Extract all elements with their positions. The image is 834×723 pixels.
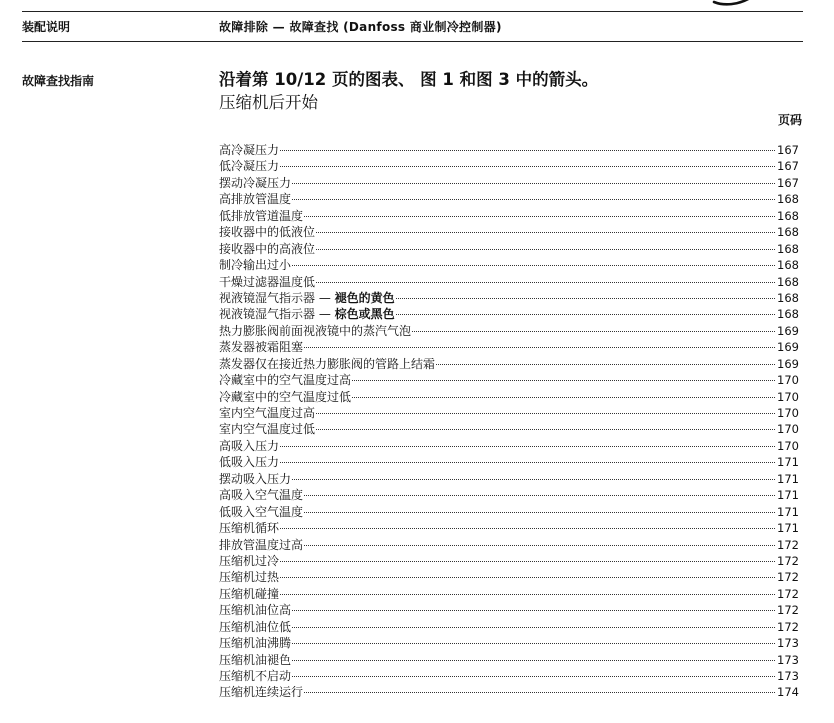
sidebar-label: 故障查找指南 [22,74,95,88]
toc-dot-leader [292,265,775,266]
toc-entry[interactable] [219,306,799,322]
toc-page-number: 168 [777,208,799,223]
toc-entry-text: 制冷输出过小 [219,258,292,273]
toc-entry[interactable] [219,454,799,470]
toc-entry-label [219,569,279,585]
toc-entry[interactable] [219,602,799,618]
page-heading [219,68,598,114]
toc-entry-label [219,323,411,339]
toc-entry[interactable] [219,142,799,158]
toc-page-number: 170 [777,406,799,420]
document-title: 故障排除 — 故障查找 (Danfoss 商业制冷控制器) [219,20,502,34]
toc-page-number: 168 [777,290,799,305]
toc-entry-label [219,306,395,322]
toc-entry-text: 低冷凝压力 [219,159,280,174]
toc-entry-label [219,684,303,700]
toc-entry-label [219,471,291,487]
toc-page-number: 167 [777,175,799,190]
toc-dot-leader [292,627,775,628]
toc-entry-label [219,339,303,355]
toc-entry-text: 热力膨胀阀前面视液镜中的蒸汽气泡 [219,323,412,338]
toc-entry[interactable] [219,471,799,487]
toc-page-number: 169 [777,340,799,355]
toc-entry-text: 蒸发器被霜阻塞 [219,340,304,355]
toc-dot-leader [280,528,775,529]
toc-dot-leader [316,413,775,414]
toc-page-number: 168 [777,274,799,289]
toc-entry-text: 摆动吸入压力 [219,471,292,486]
toc-dot-leader [280,462,775,463]
toc-entry-label [219,372,351,388]
toc-dot-leader [292,199,775,200]
toc-page-number: 167 [777,159,799,174]
toc-entry-label [219,175,291,191]
toc-dot-leader [292,660,775,661]
brand-logo-fragment [712,0,762,6]
toc-entry[interactable] [219,635,799,651]
toc-entry-text: 压缩机碰撞 [219,586,280,601]
toc-page-number: 168 [777,241,799,256]
toc-entry-text: 压缩机油位高 [219,603,292,618]
toc-entry-text: 视液镜湿气指示器 — [219,290,335,305]
toc-entry-label [219,454,279,470]
toc-page-number: 174 [777,685,799,700]
toc-entry[interactable] [219,504,799,520]
toc-entry-label [219,389,351,405]
toc-entry-label [219,668,291,684]
header-rule [22,41,803,42]
toc-page-number: 173 [777,636,799,651]
toc-page-number: 171 [777,504,799,519]
page-column-label: 页码 [777,113,802,127]
toc-entry-text: 压缩机油褪色 [219,652,292,667]
toc-page-number: 170 [777,422,799,437]
toc-entry[interactable] [219,553,799,569]
heading-line-1: 沿着第 10/12 页的图表、 图 1 和图 3 中的箭头。 [219,70,599,89]
toc-entry-text: 高吸入压力 [219,438,280,453]
toc-entry[interactable] [219,208,799,224]
toc-dot-leader [280,577,775,578]
toc-dot-leader [436,364,775,365]
toc-dot-leader [280,561,775,562]
toc-page-number: 172 [777,586,799,601]
toc-entry[interactable] [219,619,799,635]
toc-entry-text: 压缩机油沸腾 [219,636,292,651]
toc-entry-label [219,635,291,651]
toc-entry-label [219,241,315,257]
toc-page-number: 171 [777,455,799,470]
toc-dot-leader [412,331,775,332]
toc-entry[interactable] [219,274,799,290]
toc-entry-label [219,142,279,158]
toc-entry[interactable] [219,224,799,240]
toc-entry[interactable] [219,191,799,207]
toc-entry-label [219,602,291,618]
toc-dot-leader [292,610,775,611]
toc-entry-text: 低排放管道温度 [219,208,304,223]
toc-entry[interactable] [219,421,799,437]
toc-entry-label [219,208,303,224]
toc-entry-label [219,257,291,273]
toc-page-number: 170 [777,438,799,453]
toc-entry-text: 冷藏室中的空气温度过高 [219,373,352,388]
toc-dot-leader [352,397,775,398]
toc-entry-emphasis: 棕色或黑色 [334,307,395,322]
toc-page-number: 170 [777,373,799,388]
toc-entry-text: 高冷凝压力 [219,143,280,157]
toc-dot-leader [292,676,775,677]
toc-dot-leader [304,495,775,496]
toc-entry[interactable] [219,537,799,553]
toc-entry[interactable] [219,487,799,503]
toc-entry-label [219,438,279,454]
toc-entry-label [219,487,303,503]
toc-entry[interactable] [219,290,799,306]
toc-entry[interactable] [219,356,799,372]
toc-entry-text: 高排放管温度 [219,192,292,207]
toc-dot-leader [292,479,775,480]
toc-page-number: 170 [777,389,799,404]
toc-entry[interactable] [219,257,799,273]
toc-dot-leader [292,183,775,184]
toc-entry-label [219,520,279,536]
toc-entry-text: 排放管温度过高 [219,537,304,552]
toc-entry[interactable] [219,339,799,355]
toc-entry-text: 压缩机过冷 [219,553,280,568]
toc-entry-label [219,504,303,520]
toc-entry-text: 压缩机不启动 [219,669,292,683]
toc-page-number: 168 [777,258,799,273]
toc-dot-leader [316,282,775,283]
toc-entry[interactable] [219,323,799,339]
toc-dot-leader [292,643,775,644]
toc-entry[interactable] [219,175,799,191]
toc-page-number: 169 [777,356,799,371]
toc-page-number: 172 [777,603,799,618]
toc-entry-text: 压缩机循环 [219,521,280,536]
toc-dot-leader [280,150,775,151]
toc-entry-text: 接收器中的低液位 [219,225,316,240]
toc-page-number: 168 [777,192,799,207]
toc-page-number: 172 [777,570,799,585]
top-rule [22,11,803,12]
toc-entry[interactable] [219,241,799,257]
toc-page-number: 168 [777,225,799,240]
toc-entry-label [219,356,435,372]
toc-page-number: 171 [777,488,799,503]
toc-entry-label [219,619,291,635]
toc-page-number: 173 [777,669,799,683]
toc-page-number: 171 [777,521,799,536]
toc-entry-emphasis: 褪色的黄色 [334,290,395,305]
toc-entry[interactable] [219,158,799,174]
toc-entry-text: 室内空气温度过高 [219,406,316,420]
toc-entry-label [219,652,291,668]
toc-page-number: 168 [777,307,799,322]
toc-page-number: 171 [777,471,799,486]
toc-dot-leader [304,692,775,693]
toc-entry-text: 压缩机油位低 [219,619,292,634]
toc-entry-label [219,191,291,207]
toc-dot-leader [396,298,775,299]
toc-entry-text: 蒸发器仅在接近热力膨胀阀的管路上结霜 [219,356,436,371]
toc-entry-text: 摆动冷凝压力 [219,175,292,190]
toc-entry[interactable] [219,405,799,421]
toc-page-number: 173 [777,652,799,667]
toc-entry-label [219,224,315,240]
toc-entry-text: 压缩机连续运行 [219,685,304,700]
toc-entry-label [219,274,315,290]
toc-dot-leader [280,446,775,447]
toc-entry-text: 视液镜湿气指示器 — [219,307,335,322]
toc-list [219,142,799,701]
toc-entry-text: 接收器中的高液位 [219,241,316,256]
toc-dot-leader [304,347,775,348]
toc-entry-text: 低吸入空气温度 [219,504,304,519]
toc-entry-text: 室内空气温度过低 [219,422,316,437]
section-header: 装配说明 [22,20,71,34]
toc-dot-leader [396,314,775,315]
toc-page-number: 172 [777,553,799,568]
heading-line-2: 压缩机后开始 [219,93,318,112]
toc-entry-label [219,421,315,437]
toc-entry-text: 冷藏室中的空气温度过低 [219,389,352,404]
toc-entry-label [219,537,303,553]
toc-entry[interactable] [219,668,799,684]
toc-entry-label [219,405,315,421]
toc-entry-text: 低吸入压力 [219,455,280,470]
toc-entry-label [219,553,279,569]
toc-dot-leader [280,166,775,167]
toc-dot-leader [304,545,775,546]
toc-entry[interactable] [219,372,799,388]
toc-entry[interactable] [219,684,799,700]
toc-entry-label [219,586,279,602]
toc-page-number: 169 [777,323,799,338]
toc-dot-leader [316,249,775,250]
toc-entry[interactable] [219,586,799,602]
toc-entry[interactable] [219,652,799,668]
toc-entry[interactable] [219,520,799,536]
toc-page-number: 172 [777,537,799,552]
toc-page-number: 167 [777,143,799,157]
toc-entry-text: 压缩机过热 [219,570,280,585]
toc-dot-leader [316,429,775,430]
toc-dot-leader [280,594,775,595]
toc-entry[interactable] [219,569,799,585]
toc-entry[interactable] [219,438,799,454]
toc-dot-leader [316,232,775,233]
toc-dot-leader [304,216,775,217]
toc-entry-text: 干燥过滤器温度低 [219,274,316,289]
toc-entry[interactable] [219,389,799,405]
toc-dot-leader [304,512,775,513]
toc-entry-text: 高吸入空气温度 [219,488,304,503]
toc-dot-leader [352,380,775,381]
toc-entry-label [219,158,279,174]
toc-page-number: 172 [777,619,799,634]
toc-entry-label [219,290,395,306]
